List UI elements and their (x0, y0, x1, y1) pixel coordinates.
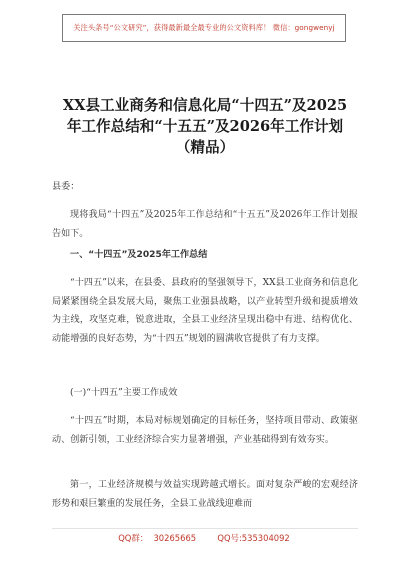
first-point-paragraph: 第一，工业经济规模与效益实现跨越式增长。面对复杂严峻的宏观经济形势和艰巨繁重的发展任务，全县工业战线迎难而 (52, 480, 358, 509)
subheading-1: (一)“十四五”主要工作成效 (70, 388, 178, 398)
title-line-3: （精品） (175, 139, 235, 156)
footer-qq-number: QQ号:535304092 (217, 533, 290, 543)
document-title (52, 95, 358, 158)
title-line-1: XX县工业商务和信息化局“十四五”及2025 (62, 97, 348, 114)
addressee: 县委： (52, 182, 80, 192)
header-banner: 关注头条号“公文研究”，获得最新最全最专业的公文资料库！ 微信：gongwenyj (62, 14, 346, 42)
sub1-paragraph: “十四五”时期，本局对标规划确定的目标任务，坚持项目带动、政策驱动、创新引领，工业经济综合实力显著增强，产业基础得到有效夯实。 (52, 416, 358, 445)
section1-paragraph: “十四五”以来，在县委、县政府的坚强领导下，XX县工业商务和信息化局紧紧围绕全县发展大局，聚焦工业强县战略，以产业转型升级和提质增效为主线，攻坚克难，锐意进取，全县工业经济呈现出稳中有进、结构优化、动能增强的良好态势，为“十四五”规划的圆满收官提供了有力支撑。 (52, 278, 358, 344)
section-heading-1: 一、“十四五”及2025年工作总结 (70, 250, 208, 260)
footer-contacts (0, 532, 408, 544)
footer-qq-group: QQ群： 30265665 (118, 533, 197, 543)
footer-divider (52, 528, 358, 529)
intro-paragraph: 现将我局“十四五”及2025年工作总结和“十五五”及2026年工作计划报告如下。 (52, 210, 358, 239)
title-line-2: 年工作总结和“十五五”及2026年工作计划 (66, 118, 344, 135)
